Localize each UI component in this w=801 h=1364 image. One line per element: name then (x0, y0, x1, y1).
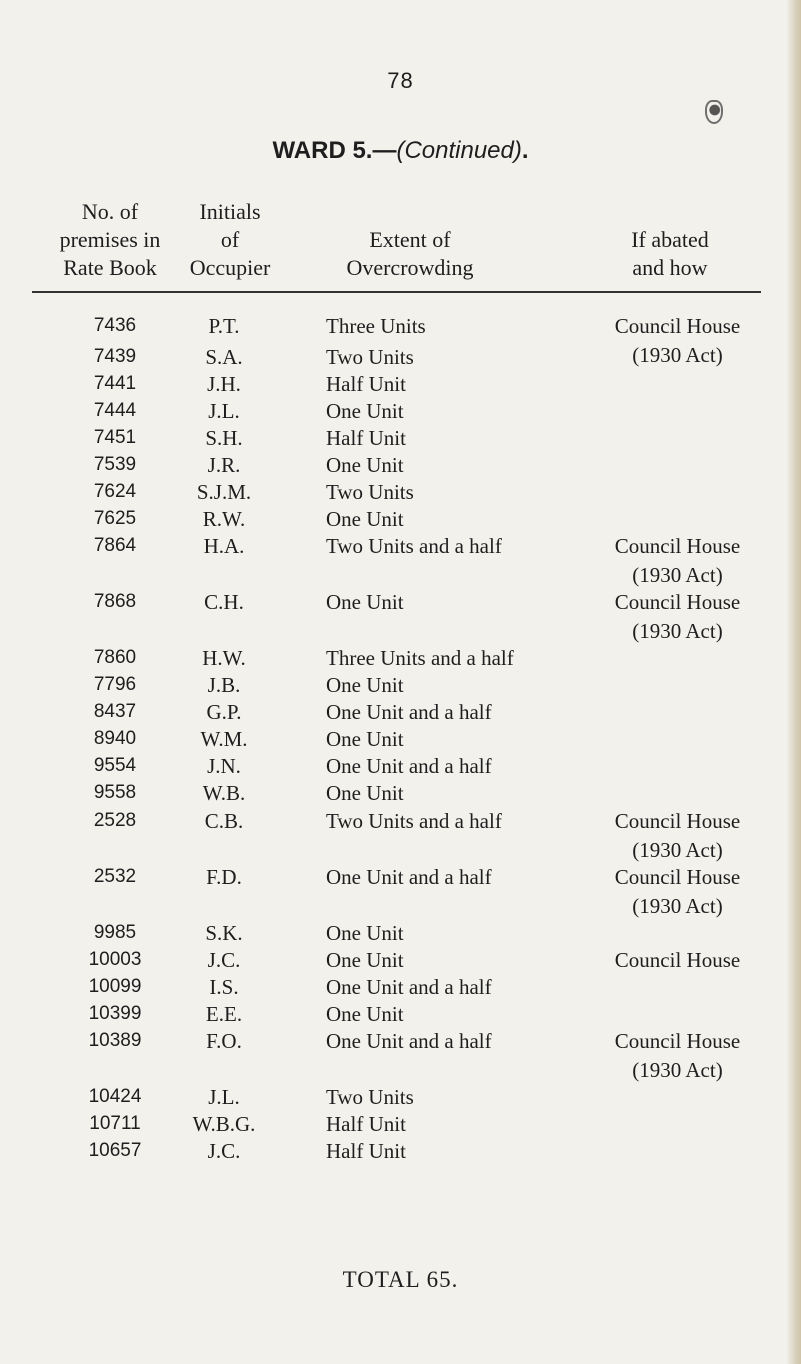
title-end: . (521, 137, 529, 164)
cell-extent: Two Units (326, 1085, 414, 1109)
abated-line: (1930 Act) (632, 894, 723, 918)
cell-premises-no: 7625 (93, 508, 137, 529)
abated-line: (1930 Act) (632, 343, 723, 367)
cell-initials: E.E. (205, 1002, 243, 1026)
cell-initials: S.A. (205, 345, 243, 369)
page-number: 78 (387, 68, 414, 93)
cell-premises-no: 2532 (93, 866, 137, 887)
cell-premises-no: 10424 (88, 1086, 142, 1107)
cell-extent: Three Units (326, 314, 426, 338)
table-row (0, 974, 801, 1000)
cell-premises-no: 7441 (93, 373, 137, 394)
cell-initials: F.D. (206, 865, 242, 889)
table-row (0, 1084, 801, 1110)
header-line: If abated (631, 227, 709, 252)
cell-initials: J.R. (207, 453, 241, 477)
cell-extent: Two Units (326, 480, 414, 504)
cell-premises-no: 7444 (93, 400, 137, 421)
title-continued: (Continued) (396, 137, 522, 164)
abated-line: Council House (614, 590, 741, 614)
abated-line: Council House (614, 809, 741, 833)
header-line: and how (632, 255, 708, 280)
cell-initials: J.B. (207, 673, 241, 697)
table-row (0, 479, 801, 505)
cell-extent: Half Unit (326, 426, 406, 450)
cell-extent: One Unit (326, 727, 404, 751)
table-row (0, 864, 801, 918)
header-line: premises in (59, 227, 161, 252)
cell-extent: One Unit (326, 1002, 404, 1026)
cell-initials: F.O. (206, 1029, 242, 1053)
cell-premises-no: 10399 (88, 1003, 142, 1024)
table-row (0, 506, 801, 532)
cell-extent: Three Units and a half (326, 646, 514, 670)
cell-initials: W.M. (200, 727, 248, 751)
header-line: Initials (199, 199, 261, 224)
cell-premises-no: 10711 (89, 1113, 141, 1134)
table-row (0, 1028, 801, 1082)
cell-extent: Half Unit (326, 1112, 406, 1136)
table-row (0, 398, 801, 424)
cell-initials: S.K. (205, 921, 243, 945)
cell-extent: One Unit (326, 507, 404, 531)
total-line: TOTAL 65. (342, 1267, 459, 1292)
table-row (0, 947, 801, 973)
cell-premises-no: 7439 (93, 346, 137, 367)
cell-premises-no: 7868 (93, 591, 137, 612)
cell-extent: One Unit (326, 921, 404, 945)
cell-premises-no: 10003 (88, 949, 142, 970)
abated-line: Council House (614, 314, 741, 338)
header-line: of (220, 227, 240, 252)
cell-abated (580, 947, 775, 973)
cell-initials: J.C. (207, 1139, 241, 1163)
cell-initials: J.L. (208, 1085, 240, 1109)
cell-abated (580, 589, 775, 644)
abated-line: Council House (614, 534, 741, 558)
cell-initials: J.H. (207, 372, 241, 396)
cell-premises-no: 2528 (93, 810, 137, 831)
column-header-extent (320, 226, 500, 282)
cell-initials: H.W. (202, 646, 246, 670)
cell-extent: One Unit (326, 781, 404, 805)
table-row (0, 1001, 801, 1027)
table-row (0, 452, 801, 478)
table-row (0, 672, 801, 698)
cell-initials: J.L. (208, 399, 240, 423)
cell-initials: W.B.G. (192, 1112, 256, 1136)
table-row (0, 645, 801, 671)
table-row (0, 425, 801, 451)
cell-initials: P.T. (208, 314, 240, 338)
header-line: Rate Book (63, 255, 157, 280)
table-row (0, 1138, 801, 1164)
cell-initials: R.W. (202, 507, 246, 531)
cell-abated (580, 808, 775, 863)
abated-line: (1930 Act) (632, 1058, 723, 1082)
column-header-abated (585, 226, 755, 282)
abated-line: Council House (614, 1029, 741, 1053)
header-line: Extent of (369, 227, 451, 252)
cell-extent: One Unit and a half (326, 975, 492, 999)
abated-line: (1930 Act) (632, 838, 723, 862)
cell-initials: C.H. (204, 590, 244, 614)
title-main: WARD 5.— (272, 137, 397, 164)
cell-abated (580, 1028, 775, 1083)
column-header-initials (170, 198, 290, 282)
cell-initials: J.N. (207, 754, 241, 778)
cell-premises-no: 7860 (93, 647, 137, 668)
cell-premises-no: 7796 (93, 674, 137, 695)
cell-extent: One Unit and a half (326, 865, 492, 889)
table-row (0, 808, 801, 862)
cell-initials: S.J.M. (196, 480, 252, 504)
cell-premises-no: 9554 (93, 755, 137, 776)
cell-initials: I.S. (209, 975, 239, 999)
table-row (0, 780, 801, 806)
table-row (0, 1111, 801, 1137)
cell-premises-no: 7624 (93, 481, 137, 502)
abated-line: Council House (614, 948, 741, 972)
cell-initials: S.H. (205, 426, 243, 450)
table-row (0, 533, 801, 587)
cell-extent: One Unit (326, 399, 404, 423)
cell-initials: J.C. (207, 948, 241, 972)
cell-extent: One Unit (326, 948, 404, 972)
table-row (0, 726, 801, 752)
cell-initials: H.A. (203, 534, 245, 558)
table-row (0, 371, 801, 397)
cell-abated (580, 864, 775, 919)
page-title (0, 137, 801, 165)
cell-extent: Two Units and a half (326, 809, 502, 833)
table-row (0, 344, 801, 370)
cell-premises-no: 9558 (93, 782, 137, 803)
cell-extent: One Unit and a half (326, 754, 492, 778)
cell-premises-no: 8437 (93, 701, 137, 722)
cell-premises-no: 10099 (88, 976, 142, 997)
table-row (0, 920, 801, 946)
cell-premises-no: 7864 (93, 535, 137, 556)
cell-premises-no: 10657 (88, 1140, 142, 1161)
cell-extent: Half Unit (326, 1139, 406, 1163)
cell-initials: C.B. (204, 809, 244, 833)
table-row (0, 753, 801, 779)
cell-extent: One Unit (326, 453, 404, 477)
abated-line: Council House (614, 865, 741, 889)
header-line: Overcrowding (346, 255, 474, 280)
cell-extent: One Unit and a half (326, 700, 492, 724)
cell-initials: W.B. (202, 781, 246, 805)
cell-premises-no: 7451 (93, 427, 137, 448)
abated-line: (1930 Act) (632, 563, 723, 587)
cell-premises-no: 7436 (93, 315, 137, 336)
cell-extent: One Unit and a half (326, 1029, 492, 1053)
cell-premises-no: 8940 (93, 728, 137, 749)
header-line: No. of (81, 199, 139, 224)
cell-premises-no: 10389 (88, 1030, 142, 1051)
table-row (0, 589, 801, 643)
cell-abated (580, 533, 775, 588)
cell-extent: Two Units (326, 345, 414, 369)
cell-extent: Half Unit (326, 372, 406, 396)
table-row (0, 699, 801, 725)
column-header-premises (40, 198, 180, 282)
cell-premises-no: 9985 (93, 922, 137, 943)
header-line: Occupier (189, 255, 271, 280)
header-rule (32, 291, 761, 293)
cell-extent: Two Units and a half (326, 534, 502, 558)
ink-mark-icon (705, 100, 723, 124)
cell-initials: G.P. (206, 700, 242, 724)
abated-line: (1930 Act) (632, 619, 723, 643)
cell-extent: One Unit (326, 590, 404, 614)
cell-premises-no: 7539 (93, 454, 137, 475)
cell-extent: One Unit (326, 673, 404, 697)
